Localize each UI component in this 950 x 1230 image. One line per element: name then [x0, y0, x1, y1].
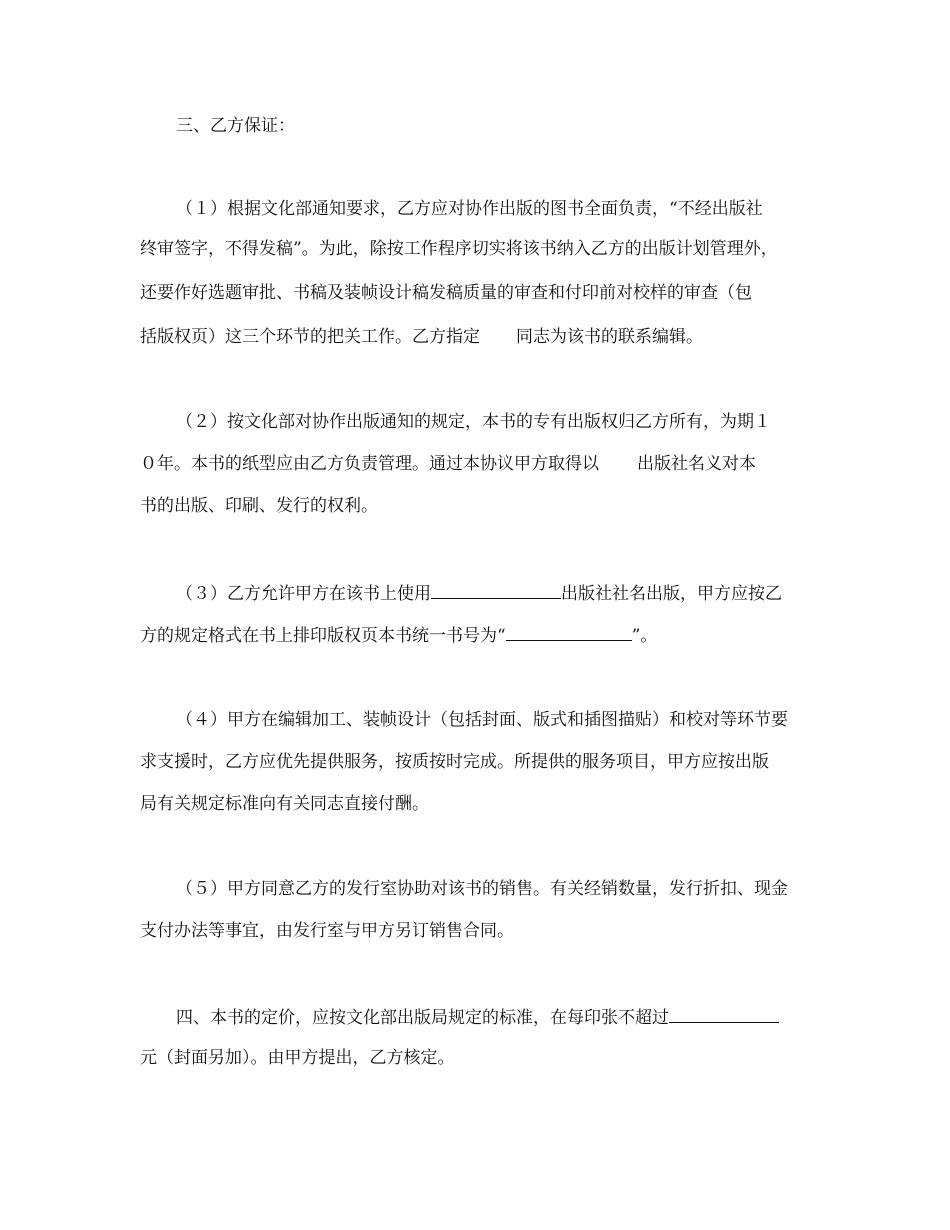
clause-1-line-4-b: 同志为该书的联系编辑。 — [516, 327, 703, 347]
section-4-line-2: 元（封面另加）。由甲方提出，乙方核定。 — [140, 1048, 455, 1068]
clause-2-line-2-b: 出版社名义对本 — [637, 454, 756, 474]
clause-1-line-4-a: 括版权页）这三个环节的把关工作。乙方指定 — [140, 327, 480, 347]
price-blank-line — [669, 1004, 779, 1023]
section-4-line-1-text: 四、本书的定价，应按文化部出版局规定的标准，在每印张不超过 — [176, 1008, 669, 1028]
clause-4-line-2: 求支援时，乙方应优先提供服务，按质按时完成。所提供的服务项目，甲方应按出版 — [140, 752, 769, 772]
book-number-blank-line — [506, 622, 632, 641]
clause-2-line-2 — [140, 452, 756, 476]
clause-2-line-2-a: ０年。本书的纸型应由乙方负责管理。通过本协议甲方取得以 — [140, 454, 599, 474]
clause-4-line-3: 局有关规定标准向有关同志直接付酬。 — [140, 794, 429, 814]
clause-5-line-2: 支付办法等事宜，由发行室与甲方另订销售合同。 — [140, 921, 514, 941]
section-heading-3: 三、乙方保证： — [176, 116, 295, 136]
clause-1-line-3: 还要作好选题审批、书稿及装帧设计稿发稿质量的审查和付印前对校样的审查（包 — [140, 283, 752, 303]
section-4-line-1 — [176, 1004, 779, 1030]
clause-3-line-1 — [176, 580, 782, 606]
clause-3-line-2 — [140, 622, 657, 648]
clause-3-line-2-a: 方的规定格式在书上排印版权页本书统一书号为“ — [140, 626, 506, 646]
publisher-blank-line — [431, 580, 561, 599]
clause-2-line-1: （２）按文化部对协作出版通知的规定，本书的专有出版权归乙方所有，为期１ — [176, 412, 771, 432]
clause-5-line-1: （５）甲方同意乙方的发行室协助对该书的销售。有关经销数量，发行折扣、现金 — [176, 879, 788, 899]
clause-3-line-1-b: 出版社社名出版，甲方应按乙 — [561, 584, 782, 604]
clause-3-line-1-a: （３）乙方允许甲方在该书上使用 — [176, 584, 431, 604]
clause-2-line-3: 书的出版、印刷、发行的权利。 — [140, 496, 378, 516]
clause-3-line-2-b: ”。 — [631, 626, 658, 646]
clause-1-line-4 — [140, 325, 703, 349]
clause-1-line-2: 终审签字，不得发稿”。为此，除按工作程序切实将该书纳入乙方的出版计划管理外， — [140, 239, 778, 259]
clause-4-line-1: （４）甲方在编辑加工、装帧设计（包括封面、版式和插图描贴）和校对等环节要 — [176, 710, 788, 730]
clause-1-line-1: （１）根据文化部通知要求，乙方应对协作出版的图书全面负责，“不经出版社 — [176, 199, 763, 219]
